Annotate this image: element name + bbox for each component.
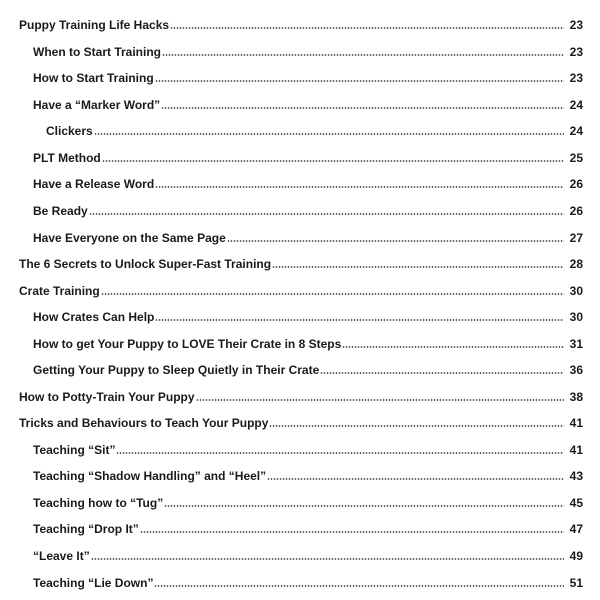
toc-entry[interactable] [33,304,583,324]
toc-entry-title: Tricks and Behaviours to Teach Your Puppy [19,416,269,430]
toc-entry-page: 38 [569,390,583,404]
toc-entry[interactable] [33,490,583,510]
dot-leader [102,160,564,162]
dot-leader [155,319,564,321]
toc-entry-page: 49 [569,549,583,563]
toc-entry-title: Teaching “Sit” [33,443,116,457]
toc-entry[interactable] [19,410,583,430]
toc-entry[interactable] [33,171,583,191]
toc-entry-title: Have Everyone on the Same Page [33,231,226,245]
toc-entry-title: Have a “Marker Word” [33,98,161,112]
dot-leader [101,293,564,295]
dot-leader [269,425,564,427]
toc-entry-title: Crate Training [19,284,100,298]
toc-entry[interactable] [33,65,583,85]
toc-entry-title: Be Ready [33,204,88,218]
toc-entry-title: How to Start Training [33,71,154,85]
toc-entry[interactable] [33,198,583,218]
dot-leader [155,80,564,82]
toc-entry[interactable] [19,278,583,298]
toc-entry[interactable] [19,12,583,32]
toc-entry-page: 31 [569,337,583,351]
toc-entry-page: 41 [569,416,583,430]
toc-entry-title: Clickers [46,124,93,138]
toc-entry[interactable] [46,118,583,138]
dot-leader [91,558,564,560]
toc-entry[interactable] [19,251,583,271]
toc-entry-title: The 6 Secrets to Unlock Super-Fast Training [19,257,272,271]
dot-leader [196,399,564,401]
toc-entry[interactable] [33,516,583,536]
toc-entry-title: “Leave It” [33,549,90,563]
toc-entry-title: How to Potty-Train Your Puppy [19,390,195,404]
dot-leader [162,54,564,56]
toc-entry-title: Teaching “Shadow Handling” and “Heel” [33,469,267,483]
dot-leader [89,213,564,215]
toc-entry[interactable] [33,543,583,563]
toc-entry[interactable] [33,39,583,59]
dot-leader [164,505,564,507]
toc-entry-page: 23 [569,45,583,59]
toc-entry-title: When to Start Training [33,45,161,59]
dot-leader [155,186,564,188]
toc-entry-page: 24 [569,98,583,112]
toc-entry[interactable] [33,331,583,351]
toc-entry-page: 43 [569,469,583,483]
toc-entry-title: Teaching how to “Tug” [33,496,164,510]
toc-entry-title: Teaching “Drop It” [33,522,139,536]
toc-entry-title: Have a Release Word [33,177,155,191]
toc-entry-title: How Crates Can Help [33,310,155,324]
toc-entry-page: 26 [569,204,583,218]
toc-entry-title: How to get Your Puppy to LOVE Their Crate in 8 Steps [33,337,342,351]
toc-entry-page: 51 [569,576,583,590]
dot-leader [342,346,564,348]
toc-entry[interactable] [33,437,583,457]
dot-leader [320,372,564,374]
toc-entry-page: 36 [569,363,583,377]
dot-leader [116,452,564,454]
toc-entry-page: 47 [569,522,583,536]
toc-entry[interactable] [33,145,583,165]
dot-leader [267,478,564,480]
toc-entry[interactable] [33,570,583,590]
toc-entry-page: 45 [569,496,583,510]
toc-entry-page: 41 [569,443,583,457]
dot-leader [227,240,564,242]
toc-entry-title: PLT Method [33,151,101,165]
dot-leader [170,27,564,29]
toc-entry-page: 27 [569,231,583,245]
toc-entry-title: Getting Your Puppy to Sleep Quietly in Their Crate [33,363,320,377]
toc-entry-page: 30 [569,284,583,298]
dot-leader [154,585,564,587]
toc-entry[interactable] [33,92,583,112]
dot-leader [94,133,564,135]
dot-leader [161,107,564,109]
toc-entry-page: 25 [569,151,583,165]
toc-entry-page: 28 [569,257,583,271]
toc-entry[interactable] [33,463,583,483]
toc-entry-page: 26 [569,177,583,191]
toc-entry[interactable] [19,384,583,404]
dot-leader [140,531,564,533]
toc-entry-page: 24 [569,124,583,138]
toc-entry[interactable] [33,225,583,245]
dot-leader [272,266,564,268]
toc-entry-page: 23 [569,18,583,32]
toc-entry[interactable] [33,357,583,377]
toc-entry-title: Teaching “Lie Down” [33,576,154,590]
toc-entry-title: Puppy Training Life Hacks [19,18,170,32]
toc-entry-page: 30 [569,310,583,324]
toc-entry-page: 23 [569,71,583,85]
